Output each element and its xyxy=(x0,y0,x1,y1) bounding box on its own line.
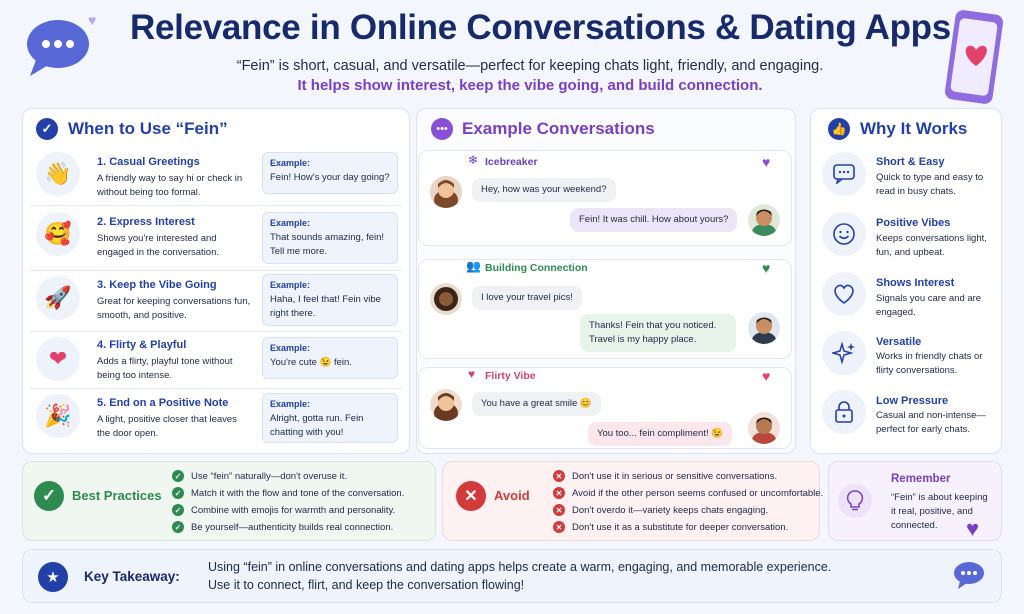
why-item-title: Low Pressure xyxy=(876,395,949,407)
heart-icon: ♥ xyxy=(966,516,980,541)
avatar xyxy=(748,204,780,236)
conversation-title: Flirty Vibe xyxy=(485,370,536,382)
best-practice-text: Be yourself—authenticity builds real connection. xyxy=(191,521,394,533)
best-practices-title: Best Practices xyxy=(72,488,162,503)
when-item-desc: A friendly way to say hi or check in without being too formal. xyxy=(97,173,243,198)
best-practice-text: Use “fein” naturally—don't overuse it. xyxy=(191,470,347,482)
avoid-text: Don't overdo it—variety keeps chats engaging. xyxy=(572,504,769,516)
heart-icon: ♥ xyxy=(762,368,771,384)
example-label: Example: xyxy=(270,158,311,168)
when-item-title: 4. Flirty & Playful xyxy=(97,339,187,351)
message-bubble: You too... fein compliment! 😉 xyxy=(588,422,732,446)
page-tagline: It helps show interest, keep the vibe going, and build connection. xyxy=(297,77,763,94)
takeaway-label: Key Takeaway: xyxy=(84,569,180,584)
message-text: Thanks! Fein that you noticed. Travel is my happy place. xyxy=(589,320,717,345)
lightbulb-icon xyxy=(838,484,872,518)
avoid-title: Avoid xyxy=(494,488,530,503)
why-title: Why It Works xyxy=(860,119,968,138)
example-text: You're cute 😉 fein. xyxy=(270,357,352,368)
when-item-title: 1. Casual Greetings xyxy=(97,156,200,168)
thumbs-up-icon: 👍 xyxy=(828,118,850,140)
check-circle-icon: ✓ xyxy=(34,481,64,511)
divider xyxy=(30,270,402,271)
message-bubble: I love your travel pics! xyxy=(472,286,582,310)
remember-text: “Fein” is about keeping it real, positive, and connected. xyxy=(891,492,988,531)
example-text: Fein! How's your day going? xyxy=(270,172,390,183)
conversation-title: Building Connection xyxy=(485,262,588,274)
example-box xyxy=(262,393,398,443)
avoid-text: Avoid if the other person seems confused or uncomfortable. xyxy=(572,487,824,499)
speech-bubble-icon: ••• xyxy=(431,118,453,140)
divider xyxy=(30,388,402,389)
avoid-item xyxy=(553,470,777,482)
best-practice-text: Match it with the flow and tone of the conversation. xyxy=(191,487,405,499)
divider xyxy=(30,331,402,332)
when-to-use-title: When to Use “Fein” xyxy=(68,119,228,138)
example-text: That sounds amazing, fein! Tell me more. xyxy=(270,232,385,257)
best-practice-item xyxy=(172,487,404,499)
why-item-title: Shows Interest xyxy=(876,277,955,289)
when-item-title: 2. Express Interest xyxy=(97,216,195,228)
heart-icon: ♥ xyxy=(762,154,771,170)
when-item-desc: A light, positive closer that leaves the door open. xyxy=(97,414,237,439)
when-item-title: 3. Keep the Vibe Going xyxy=(97,279,217,291)
snowflake-icon: ❄ xyxy=(468,153,479,167)
rocket-icon: 🚀 xyxy=(36,276,80,320)
star-icon: ★ xyxy=(38,562,68,592)
best-practice-item xyxy=(172,504,395,516)
message-bubble: Fein! It was chill. How about yours? xyxy=(570,208,737,232)
example-box xyxy=(262,152,398,194)
avoid-text: Don't use it as a substitute for deeper conversation. xyxy=(572,521,789,533)
page-title: Relevance in Online Conversations & Dating Apps xyxy=(130,8,951,47)
smiley-icon xyxy=(822,212,866,256)
avoid-text: Don't use it in serious or sensitive conversations. xyxy=(572,470,778,482)
chat-bubble-icon xyxy=(822,152,866,196)
x-icon: ✕ xyxy=(553,521,565,533)
examples-title: Example Conversations xyxy=(462,119,655,138)
why-item-desc: Keeps conversations light, fun, and upbeat. xyxy=(876,233,987,258)
takeaway-line-1: Using “fein” in online conversations and dating apps helps create a warm, engaging, and memorable experience. xyxy=(208,560,832,574)
conversation-title: Icebreaker xyxy=(485,156,538,168)
party-popper-icon: 🎉 xyxy=(36,394,80,438)
lock-icon xyxy=(822,390,866,434)
heart-icon: ♥ xyxy=(468,367,476,381)
waving-hand-icon: 👋 xyxy=(36,152,80,196)
check-icon: ✓ xyxy=(172,487,184,499)
example-text: Alright, gotta run. Fein chatting with you! xyxy=(270,413,364,438)
chat-bubble-icon xyxy=(952,560,986,590)
when-item-desc: Shows you're interested and engaged in the conversation. xyxy=(97,233,220,258)
message-bubble: Hey, how was your weekend? xyxy=(472,178,616,202)
smiling-face-hearts-icon: 🥰 xyxy=(36,212,80,256)
example-text: Haha, I feel that! Fein vibe right there. xyxy=(270,294,381,319)
best-practice-text: Combine with emojis for warmth and personality. xyxy=(191,504,396,516)
sparkles-icon xyxy=(822,331,866,375)
example-label: Example: xyxy=(270,218,311,228)
why-item-title: Versatile xyxy=(876,336,922,348)
why-item-desc: Signals you care and are engaged. xyxy=(876,293,982,318)
takeaway-line-2: Use it to connect, flirt, and keep the conversation flowing! xyxy=(208,578,525,592)
people-icon: 👥 xyxy=(466,259,481,273)
avoid-item xyxy=(553,504,768,516)
when-item-desc: Adds a flirty, playful tone without being too intense. xyxy=(97,356,233,381)
check-icon: ✓ xyxy=(172,521,184,533)
example-label: Example: xyxy=(270,343,311,353)
example-label: Example: xyxy=(270,399,311,409)
example-box xyxy=(262,337,398,379)
check-icon: ✓ xyxy=(172,504,184,516)
heart-icon: ♥ xyxy=(762,260,771,276)
best-practice-item xyxy=(172,521,393,533)
avatar xyxy=(748,312,780,344)
example-box xyxy=(262,212,398,264)
heart-outline-icon xyxy=(822,272,866,316)
remember-title: Remember xyxy=(891,473,951,485)
x-icon: ✕ xyxy=(553,470,565,482)
when-item-title: 5. End on a Positive Note xyxy=(97,397,229,409)
x-circle-icon: ✕ xyxy=(456,481,486,511)
divider xyxy=(30,205,402,206)
heart-icon: ❤ xyxy=(36,337,80,381)
message-bubble: You have a great smile 😊 xyxy=(472,392,601,416)
why-item-desc: Works in friendly chats or flirty conversations. xyxy=(876,351,983,376)
avatar xyxy=(430,389,462,421)
avoid-item xyxy=(553,521,788,533)
check-circle-icon: ✓ xyxy=(36,118,58,140)
avatar xyxy=(748,412,780,444)
avatar xyxy=(430,283,462,315)
small-heart-icon: ♥ xyxy=(88,12,97,28)
avatar xyxy=(430,176,462,208)
why-item-desc: Quick to type and easy to read in busy chats. xyxy=(876,172,984,197)
check-icon: ✓ xyxy=(172,470,184,482)
example-box xyxy=(262,274,398,326)
x-icon: ✕ xyxy=(553,504,565,516)
why-item-desc: Casual and non-intense—perfect for early chats. xyxy=(876,410,986,435)
avoid-item xyxy=(553,487,823,499)
message-bubble xyxy=(580,314,736,352)
why-item-title: Positive Vibes xyxy=(876,217,951,229)
why-item-title: Short & Easy xyxy=(876,156,945,168)
when-item-desc: Great for keeping conversations fun, smooth, and positive. xyxy=(97,296,251,321)
page-subtitle: “Fein” is short, casual, and versatile—perfect for keeping chats light, friendly, and engaging. xyxy=(236,58,824,74)
best-practice-item xyxy=(172,470,347,482)
chat-bubble-logo-icon xyxy=(22,16,92,80)
example-label: Example: xyxy=(270,280,311,290)
x-icon: ✕ xyxy=(553,487,565,499)
